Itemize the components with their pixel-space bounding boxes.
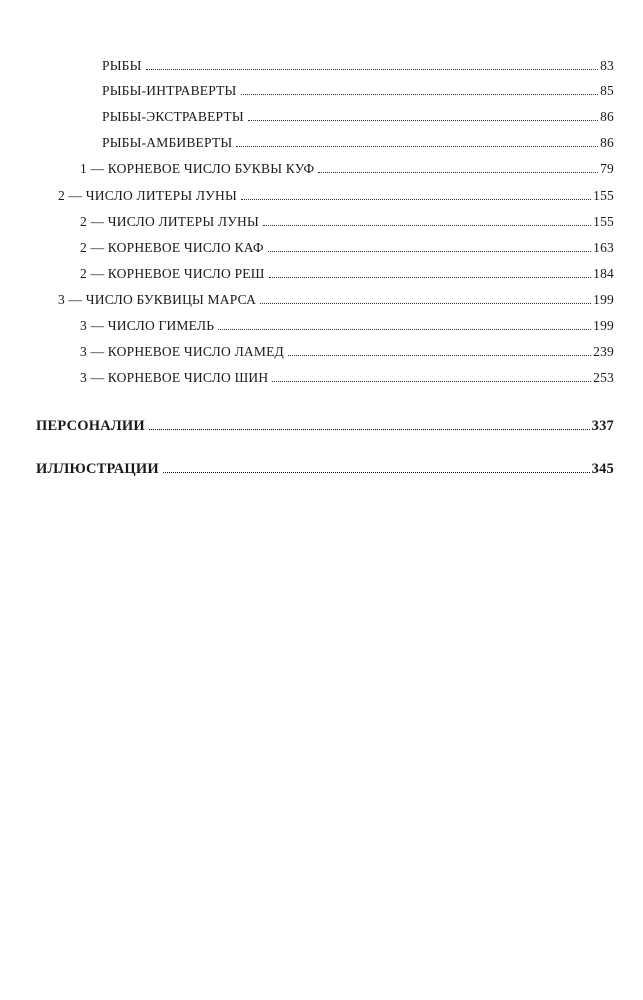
toc-entry-number-moon-letter-sub[interactable] [80,208,614,230]
toc-entry-number-moon-letter[interactable] [58,182,614,204]
toc-entry-page-number: 163 [593,240,614,255]
toc-entry-root-number-shin[interactable] [80,364,614,386]
toc-dot-leader [248,120,598,121]
toc-entry-page-number: 199 [593,292,614,307]
toc-entry-page-number: 155 [593,188,614,203]
toc-entry-label: РЫБЫ [102,58,142,73]
toc-dot-leader [318,172,598,173]
toc-entry-page-number: 337 [591,418,614,434]
toc-entry-label: РЫБЫ-АМБИВЕРТЫ [102,135,233,150]
toc-entry-page-number: 79 [600,161,614,176]
toc-entry-page-number: 253 [593,370,614,385]
toc-entry-number-mars-letter[interactable] [58,286,614,308]
toc-dot-leader [263,225,591,226]
toc-entry-page-number: 345 [591,461,614,477]
toc-dot-leader [272,381,591,382]
toc-entry-page-number: 155 [593,214,614,229]
toc-entry-label: 2 — КОРНЕВОЕ ЧИСЛО РЕШ [80,266,265,281]
toc-entry-page-number: 239 [593,344,614,359]
toc-dot-leader [260,303,591,304]
toc-entry-label: 3 — КОРНЕВОЕ ЧИСЛО ШИН [80,370,269,385]
toc-entry-label: РЫБЫ-ИНТРАВЕРТЫ [102,83,237,98]
toc-entry-label: 2 — ЧИСЛО ЛИТЕРЫ ЛУНЫ [58,188,237,203]
toc-entry-root-number-kaf[interactable] [80,234,614,256]
toc-entry-page-number: 86 [600,109,614,124]
toc-dot-leader [218,329,591,330]
toc-entry-ryby-introverts[interactable] [102,77,614,99]
toc-entry-page-number: 86 [600,135,614,150]
toc-entry-label: РЫБЫ-ЭКСТРАВЕРТЫ [102,109,244,124]
toc-entry-label: 2 — ЧИСЛО ЛИТЕРЫ ЛУНЫ [80,214,259,229]
toc-entry-illustrations[interactable] [36,455,614,477]
toc-entry-ryby[interactable] [102,52,614,74]
toc-entry-root-number-lamed[interactable] [80,338,614,360]
toc-entry-page-number: 85 [600,83,614,98]
toc-entry-label: ПЕРСОНАЛИИ [36,418,145,434]
toc-entry-number-gimel[interactable] [80,312,614,334]
toc-entry-label: 2 — КОРНЕВОЕ ЧИСЛО КАФ [80,240,264,255]
toc-dot-leader [236,146,598,147]
toc-dot-leader [149,429,590,430]
toc-entry-page-number: 83 [600,58,614,73]
toc-entry-label: 1 — КОРНЕВОЕ ЧИСЛО БУКВЫ КУФ [80,161,315,176]
toc-dot-leader [269,277,592,278]
toc-entry-label: 3 — ЧИСЛО БУКВИЦЫ МАРСА [58,292,257,307]
toc-dot-leader [241,94,599,95]
toc-entry-page-number: 184 [593,266,614,281]
toc-entry-label: 3 — ЧИСЛО ГИМЕЛЬ [80,318,215,333]
toc-dot-leader [268,251,591,252]
toc-dot-leader [146,69,598,70]
toc-entry-label: 3 — КОРНЕВОЕ ЧИСЛО ЛАМЕД [80,344,284,359]
toc-entry-page-number: 199 [593,318,614,333]
toc-entry-root-number-resh[interactable] [80,260,614,282]
toc-entry-ryby-ambiverts[interactable] [102,129,614,151]
toc-entry-persons[interactable] [36,412,614,434]
toc-dot-leader [241,199,591,200]
toc-entry-label: ИЛЛЮСТРАЦИИ [36,461,159,477]
toc-entry-root-number-kuf[interactable] [80,155,614,177]
toc-dot-leader [288,355,591,356]
toc-entry-ryby-extraverts[interactable] [102,103,614,125]
toc-dot-leader [163,472,590,473]
